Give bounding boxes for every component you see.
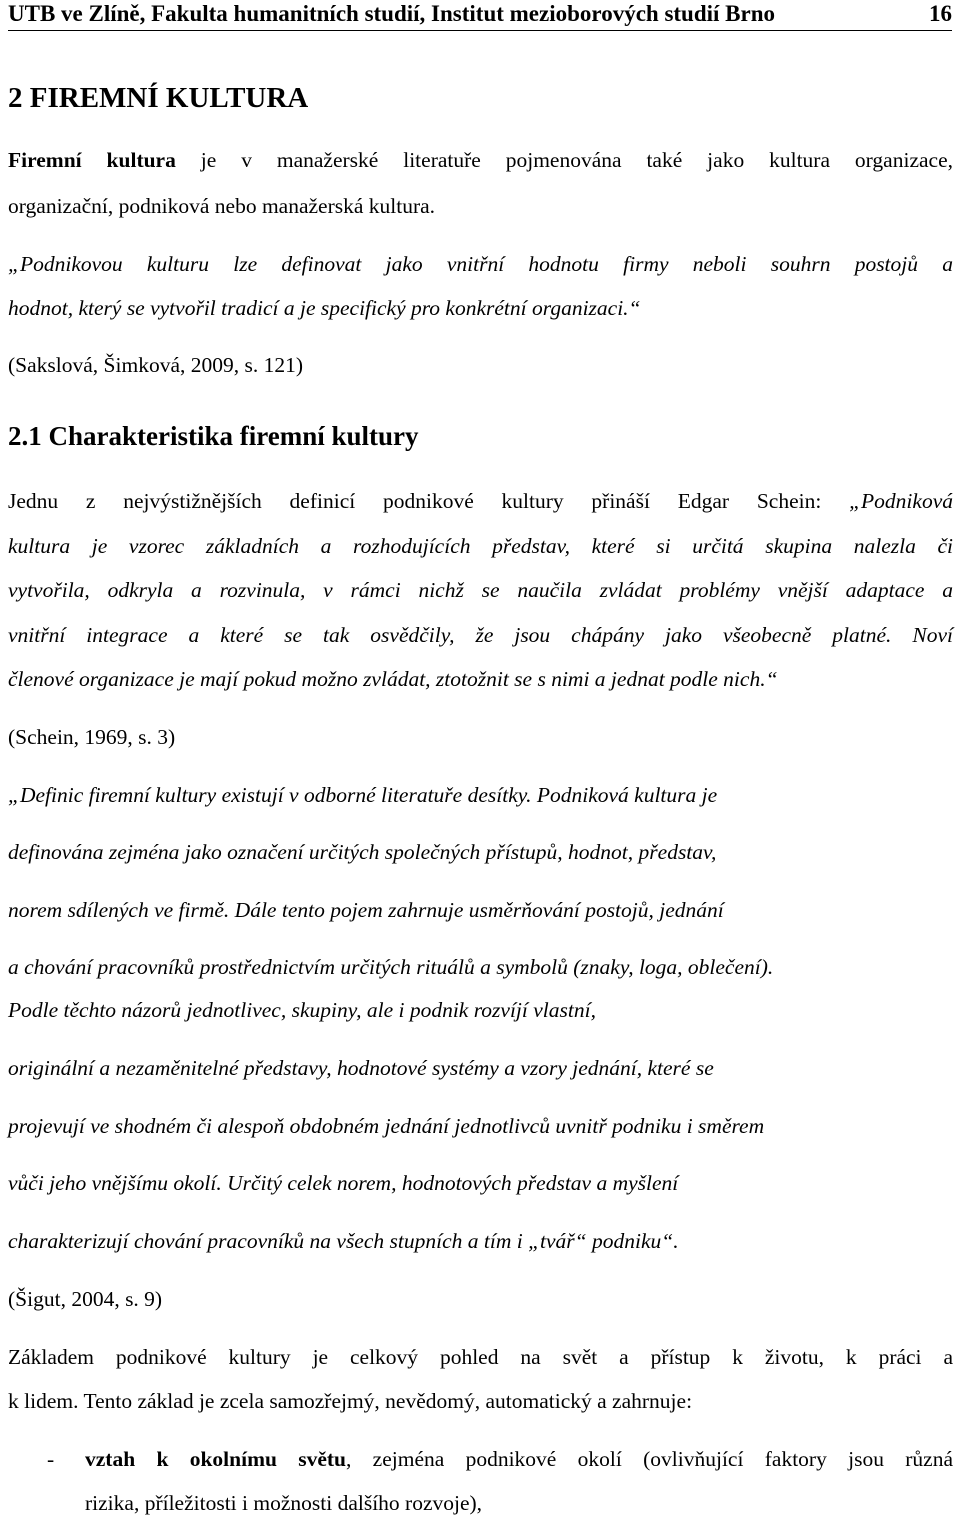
schein-line-5: členové organizace je mají pokud možno zvládat, ztotožnit se s nimi a jednat podle nich.“: [8, 667, 778, 691]
intro-line-1: [8, 146, 953, 174]
sigut-line-4: a chování pracovníků prostřednictvím určitých rituálů a symbolů (znaky, loga, oblečení).: [8, 955, 774, 979]
quote1-citation: (Sakslová, Šimková, 2009, s. 121): [8, 353, 304, 377]
sigut-line-7: projevují ve shodném či alespoň obdobném jednání jednotlivců uvnitř podniku i směrem: [8, 1114, 765, 1138]
list-item-dash: -: [47, 1447, 55, 1471]
header-title: UTB ve Zlíně, Fakulta humanitních studií, Institut mezioborových studií Brno: [8, 1, 776, 26]
sigut-line-5: Podle těchto názorů jednotlivec, skupiny, ale i podnik rozvíjí vlastní,: [8, 998, 596, 1022]
basis-line-2: k lidem. Tento základ je zcela samozřejmý, nevědomý, automatický a zahrnuje:: [8, 1389, 693, 1413]
schein-line-1-plain: Jednu z nejvýstižnějších definicí podnikové kultury přináší Edgar Schein:: [8, 489, 850, 513]
schein-line-1: [8, 487, 953, 515]
intro-line-1-rest: je v manažerské literatuře pojmenována také jako kultura organizace,: [175, 148, 953, 172]
quote1-line-2: hodnot, který se vytvořil tradicí a je specifický pro konkrétní organizaci.“: [8, 296, 641, 320]
list-item-line-1: [85, 1445, 953, 1473]
schein-line-3: vytvořila, odkryla a rozvinula, v rámci nichž se naučila zvládat problémy vnější adaptace a: [8, 578, 953, 602]
schein-line-4: vnitřní integrace a které se tak osvědčily, že jsou chápány jako všeobecně platné. Noví: [8, 623, 953, 647]
basis-line-1: Základem podnikové kultury je celkový pohled na svět a přístup k životu, k práci a: [8, 1345, 953, 1369]
sigut-line-3: norem sdílených ve firmě. Dále tento pojem zahrnuje usměrňování postojů, jednání: [8, 898, 724, 922]
intro-term: Firemní kultura: [8, 148, 176, 172]
sigut-citation: (Šigut, 2004, s. 9): [8, 1287, 163, 1311]
schein-line-2: kultura je vzorec základních a rozhodujících představ, které si určitá skupina nalezla či: [8, 534, 953, 558]
sigut-line-2: definována zejména jako označení určitých společných přístupů, hodnot, představ,: [8, 840, 717, 864]
list-item-line-2: rizika, příležitosti i možnosti dalšího rozvoje),: [85, 1491, 483, 1515]
list-item-bold: vztah k okolnímu světu: [85, 1447, 346, 1471]
chapter-heading: 2 FIREMNÍ KULTURA: [8, 82, 309, 114]
sigut-line-8: vůči jeho vnějšímu okolí. Určitý celek norem, hodnotových představ a myšlení: [8, 1171, 679, 1195]
sigut-line-9: charakterizují chování pracovníků na všech stupních a tím i „tvář“ podniku“.: [8, 1229, 679, 1253]
list-item-line-1-rest: , zejména podnikové okolí (ovlivňující faktory jsou různá: [346, 1447, 953, 1471]
page-number: 16: [929, 1, 952, 26]
sigut-line-1: „Definic firemní kultury existují v odborné literatuře desítky. Podniková kultura je: [8, 783, 718, 807]
quote1-line-1: „Podnikovou kulturu lze definovat jako vnitřní hodnotu firmy neboli souhrn postojů a: [8, 252, 953, 276]
page-header: [8, 0, 952, 31]
sigut-line-6: originální a nezaměnitelné představy, hodnotové systémy a vzory jednání, které se: [8, 1056, 714, 1080]
intro-line-2: organizační, podniková nebo manažerská kultura.: [8, 194, 436, 218]
schein-citation: (Schein, 1969, s. 3): [8, 725, 176, 749]
section-heading: 2.1 Charakteristika firemní kultury: [8, 421, 419, 451]
schein-line-1-italic: „Podniková: [849, 489, 953, 513]
